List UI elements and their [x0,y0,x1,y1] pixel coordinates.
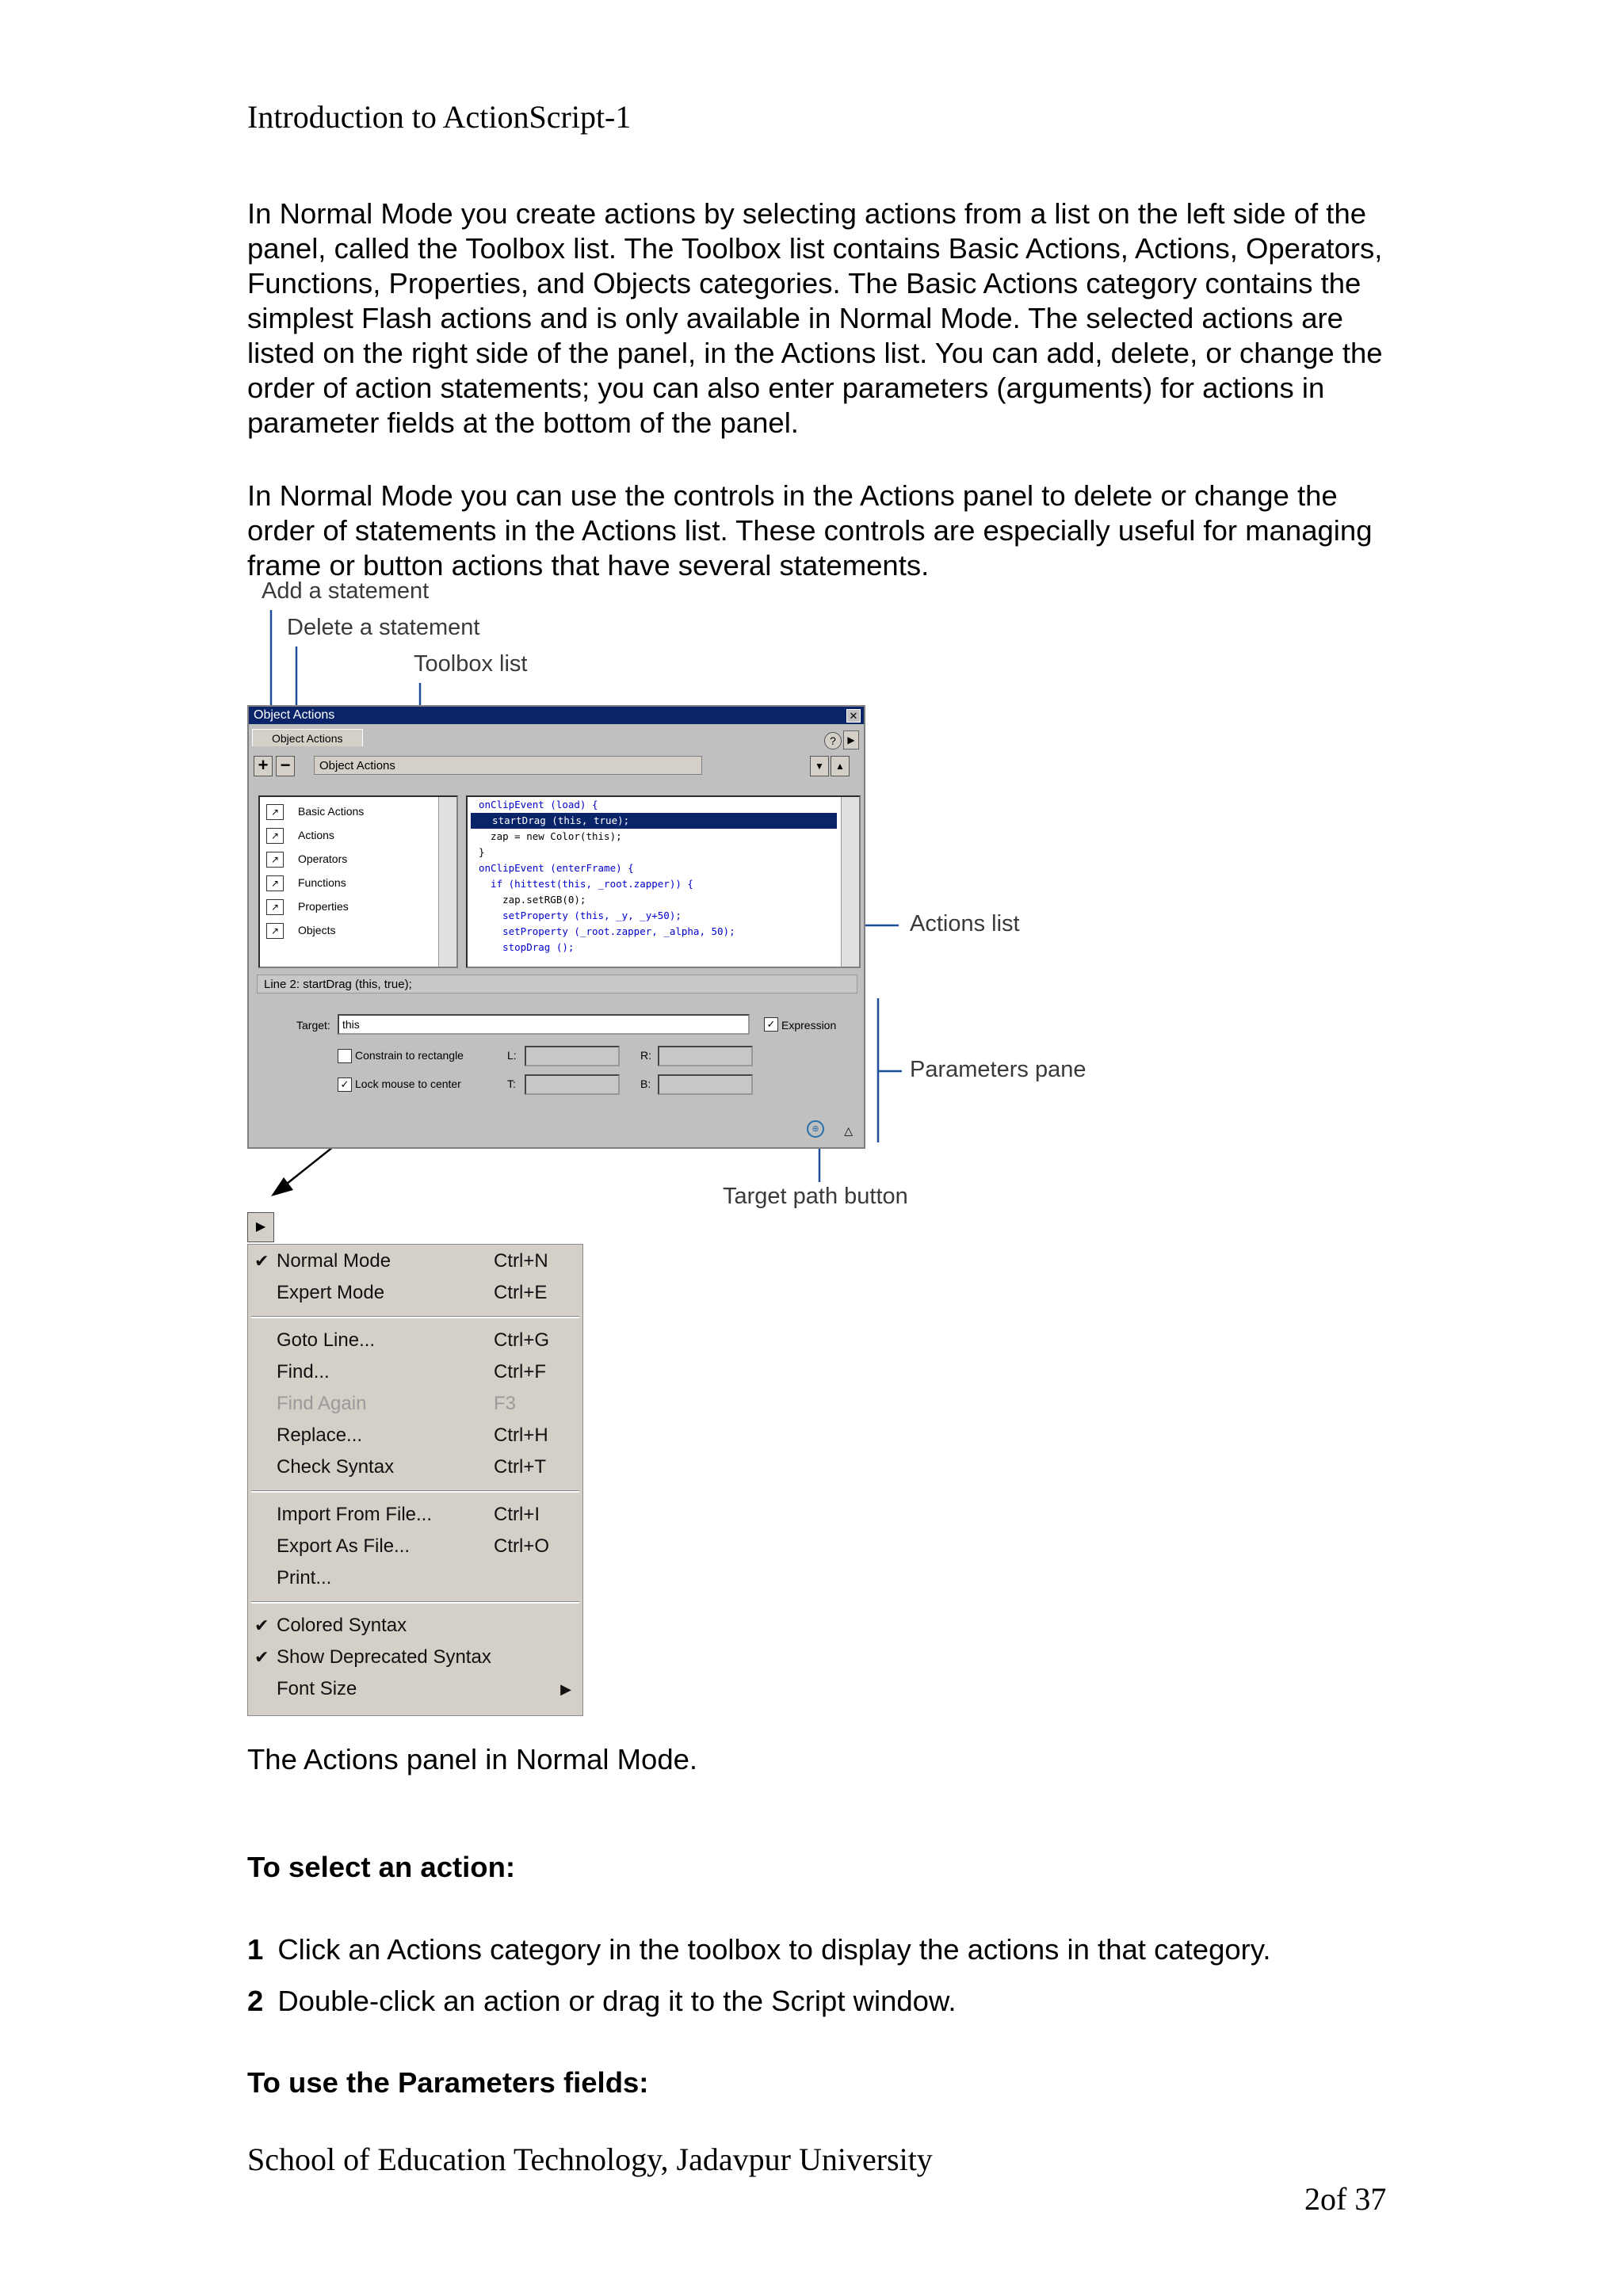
step-2: 2 Double-click an action or drag it to the Script window. [247,1985,957,2017]
add-statement-callout: Add a statement [262,578,430,604]
menu-item[interactable]: ✔ Colored Syntax [254,1615,407,1636]
menu-item[interactable]: Font Size ▶ [248,1674,582,1704]
l-input[interactable] [525,1046,620,1066]
book-icon: ↗ [266,923,284,939]
toolbox-item[interactable]: ↗ Functions [266,873,346,892]
code-line[interactable]: onClipEvent (load) { [479,799,598,810]
lock-label: Lock mouse to center [355,1077,461,1090]
actions-list-callout: Actions list [910,911,1020,936]
paragraph-1: In Normal Mode you create actions by selecting actions from a list on the left side of the panel, called the Toolbox list. The Toolbox list contains Basic Actions, Actions, Operators, Functions, Properties, and Objects categories. The Basic Actions category contains the simplest Flash actions and is only available in Normal Mode. The selected actions are listed on the right side of the panel, in the Actions list. You can add, delete, or change the order of action statements; you can also enter parameters (arguments) for actions in parameter fields at the bottom of the panel. [247,197,1383,439]
toolbox-item[interactable]: ↗ Objects [266,921,335,940]
close-icon[interactable]: ✕ [846,709,861,723]
t-input[interactable] [525,1074,620,1095]
options-menu-icon[interactable]: ▶ [843,730,859,749]
status-line: Line 2: startDrag (this, true); [257,974,857,994]
window-title: Object Actions [249,707,864,724]
book-icon: ↗ [266,828,284,844]
toolbox-list-callout: Toolbox list [414,651,528,677]
b-label: B: [640,1077,651,1090]
toolbox-item[interactable]: ↗ Basic Actions [266,802,364,821]
target-path-icon[interactable]: ⊕ [807,1120,824,1138]
menu-item[interactable]: Expert Mode Ctrl+E [277,1282,548,1303]
expression-checkbox[interactable]: ✓ [764,1017,778,1032]
constrain-checkbox[interactable] [338,1049,352,1063]
book-icon: ↗ [266,804,284,820]
page-number: 2of 37 [1304,2181,1387,2217]
code-line[interactable]: setProperty (_root.zapper, _alpha, 50); [479,925,735,937]
toolbox-item[interactable]: ↗ Properties [266,897,349,916]
object-actions-dropdown[interactable]: Object Actions [314,756,702,775]
actions-list [466,795,861,968]
code-line-selected[interactable]: startDrag (this, true); [471,813,837,829]
menu-item[interactable]: Print... [277,1567,332,1589]
figure-caption: The Actions panel in Normal Mode. [247,1743,698,1775]
t-label: T: [507,1077,516,1090]
r-label: R: [640,1049,651,1062]
book-icon: ↗ [266,852,284,868]
section-heading-parameters: To use the Parameters fields: [247,2066,649,2099]
target-path-button-callout: Target path button [723,1184,908,1209]
add-statement-button[interactable]: + [254,756,273,776]
help-icon[interactable]: ? [824,732,842,749]
section-heading-select-action: To select an action: [247,1851,516,1883]
object-actions-window [247,705,865,1149]
menu-separator [251,1601,579,1604]
actions-toolbar [254,756,859,776]
code-line[interactable]: setProperty (this, _y, _y+50); [479,910,682,921]
step-1: 1 Click an Actions category in the toolbox to display the actions in that category. [247,1933,1271,1966]
code-line[interactable]: stopDrag (); [479,941,575,953]
menu-item[interactable]: Goto Line... Ctrl+G [277,1329,550,1351]
delete-statement-button[interactable]: − [276,756,295,776]
menu-item[interactable]: Find... Ctrl+F [277,1361,546,1383]
code-line[interactable]: onClipEvent (enterFrame) { [479,862,634,874]
menu-separator [251,1316,579,1318]
menu-item[interactable]: ✔ Normal Mode Ctrl+N [254,1250,548,1272]
code-line[interactable]: } [479,846,485,858]
actions-panel-figure [247,578,1119,1719]
move-up-icon[interactable]: ▲ [831,756,850,776]
footer-institution: School of Education Technology, Jadavpur University [247,2142,933,2177]
code-line[interactable]: if (hittest(this, _root.zapper)) { [479,878,693,890]
toolbox-scrollbar[interactable] [438,797,456,967]
page-header: Introduction to ActionScript-1 [247,99,632,135]
submenu-arrow-icon: ▶ [560,1681,571,1697]
r-input[interactable] [658,1046,753,1066]
actions-scrollbar[interactable] [841,797,859,967]
code-line[interactable]: zap = new Color(this); [479,830,622,842]
target-input[interactable]: this [338,1014,750,1035]
menu-item[interactable]: Replace... Ctrl+H [277,1425,548,1446]
b-input[interactable] [658,1074,753,1095]
toolbox-list [258,795,458,968]
tab-object-actions[interactable]: Object Actions [252,729,363,746]
menu-item-disabled: Find Again F3 [277,1393,517,1414]
menu-item[interactable]: ✔ Show Deprecated Syntax [254,1646,491,1668]
constrain-label: Constrain to rectangle [355,1049,464,1062]
menu-separator [251,1490,579,1493]
lock-checkbox[interactable]: ✓ [338,1077,352,1092]
l-label: L: [507,1049,517,1062]
code-line[interactable]: zap.setRGB(0); [479,894,586,906]
book-icon: ↗ [266,875,284,891]
options-menu [247,1244,583,1716]
move-down-icon[interactable]: ▼ [810,756,829,776]
menu-item[interactable]: Import From File... Ctrl+I [277,1504,540,1525]
toolbox-item[interactable]: ↗ Actions [266,826,334,845]
book-icon: ↗ [266,899,284,915]
paragraph-2: In Normal Mode you can use the controls in the Actions panel to delete or change the order of statements in the Actions list. These controls are especially useful for managing frame or button actions that have several statements. [247,479,1373,582]
toolbox-item[interactable]: ↗ Operators [266,849,347,868]
menu-item[interactable]: Check Syntax Ctrl+T [277,1456,546,1478]
collapse-icon[interactable]: △ [844,1124,853,1137]
expression-label: Expression [781,1019,837,1032]
parameters-pane-callout: Parameters pane [910,1057,1086,1082]
delete-statement-callout: Delete a statement [287,615,480,640]
target-label: Target: [296,1019,330,1032]
menu-item[interactable]: Export As File... Ctrl+O [277,1535,550,1557]
options-menu-button[interactable]: ▶ [247,1212,274,1242]
